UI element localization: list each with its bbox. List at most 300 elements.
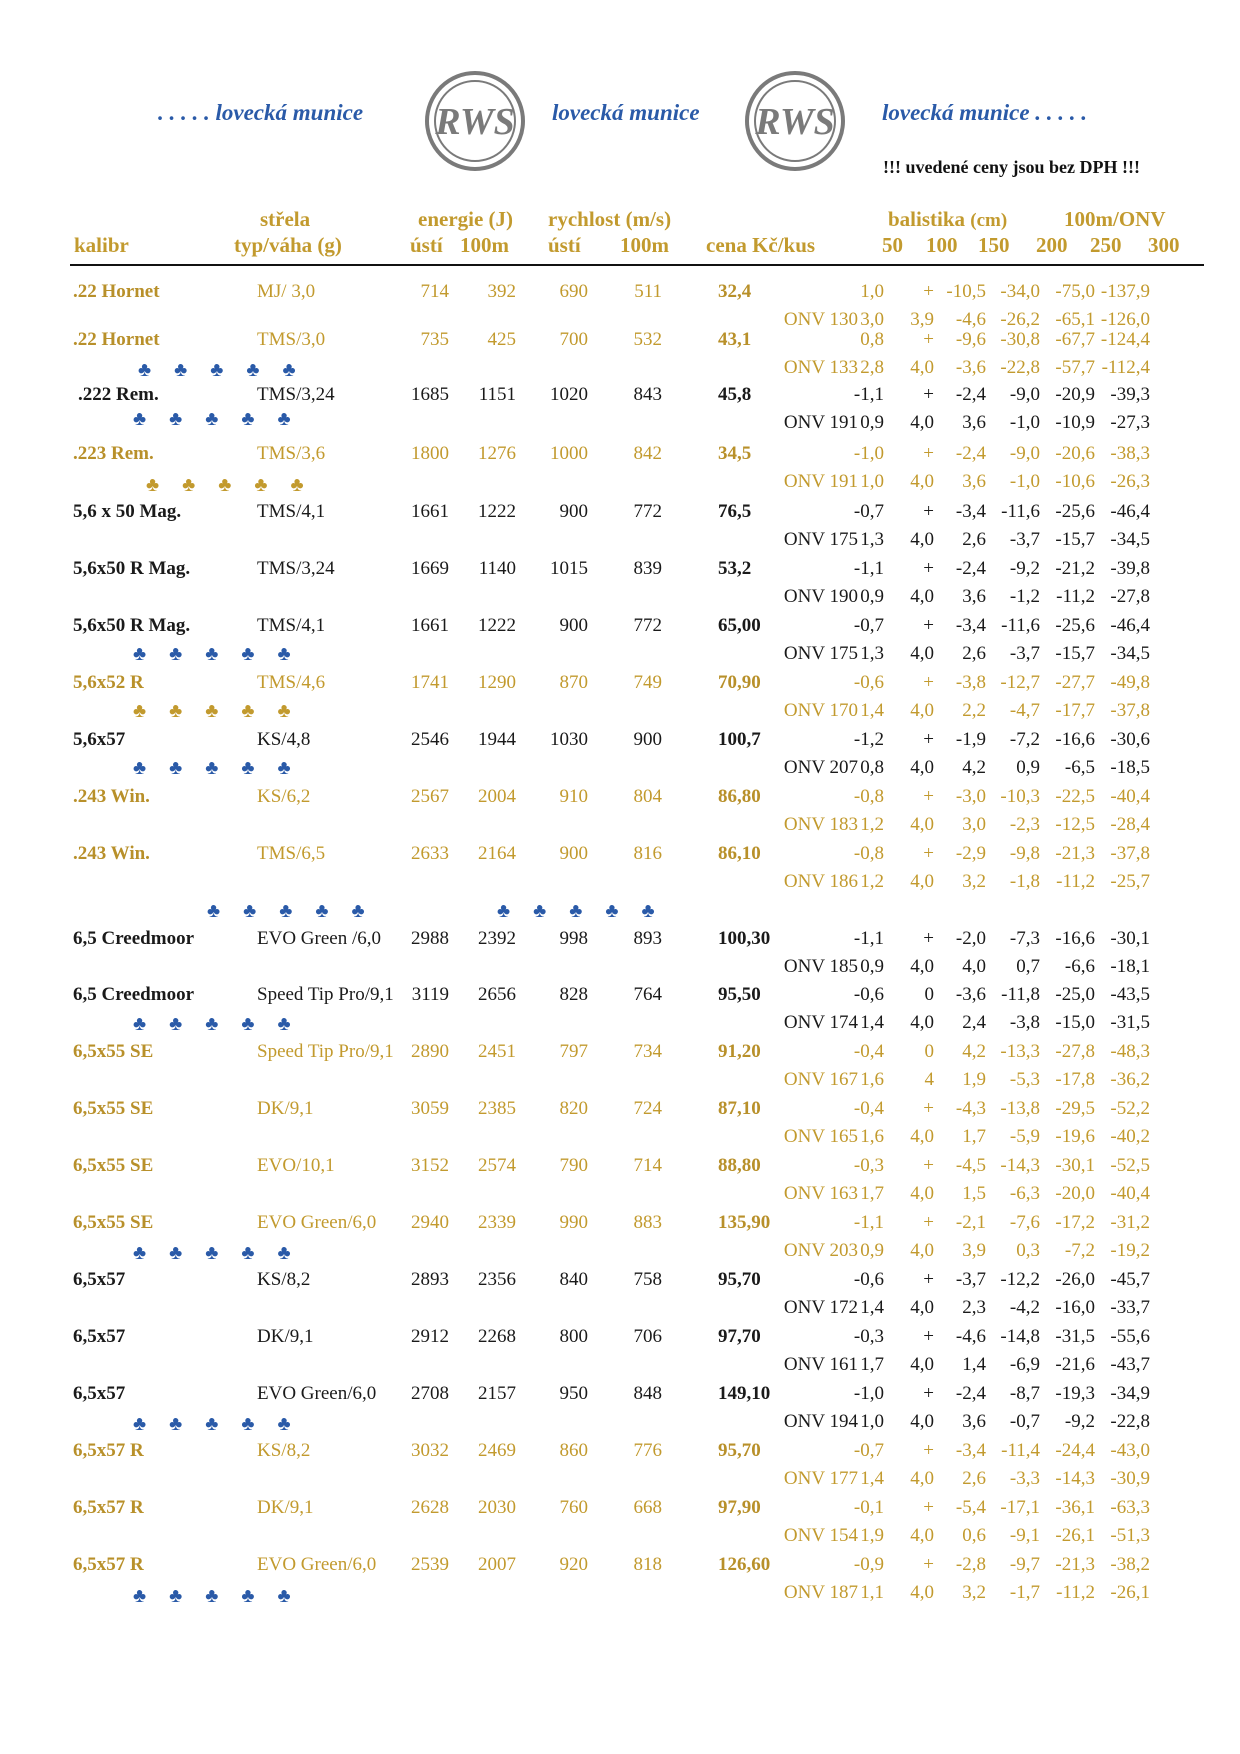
ballistics-onv-cell: 3,2	[962, 1582, 986, 1603]
kalibr-cell: 6,5x55 SE	[73, 1155, 154, 1176]
ballistics-100m-cell: -43,5	[1110, 984, 1150, 1005]
ballistics-100m-cell: -4,6	[955, 1326, 986, 1347]
ballistics-100m-cell: -17,1	[1000, 1497, 1040, 1518]
velocity-muzzle-cell: 1020	[550, 384, 588, 405]
energy-100m-cell: 2030	[478, 1497, 516, 1518]
ballistics-100m-cell: -3,6	[955, 984, 986, 1005]
ballistics-onv-cell: -37,8	[1110, 700, 1150, 721]
ballistics-onv-cell: -31,5	[1110, 1012, 1150, 1033]
ballistics-onv-cell: 1,1	[860, 1582, 884, 1603]
ballistics-100m-cell: -11,4	[1001, 1440, 1040, 1461]
ballistics-100m-cell: -2,1	[955, 1212, 986, 1233]
ballistics-onv-cell: 4,0	[910, 1183, 934, 1204]
ballistics-onv-cell: -11,2	[1056, 871, 1095, 892]
ballistics-onv-cell: 2,6	[962, 1468, 986, 1489]
ballistics-onv-cell: 0,7	[1016, 956, 1040, 977]
col-energie-usti: ústí	[410, 233, 443, 257]
energy-muzzle-cell: 2546	[411, 729, 449, 750]
ballistics-onv-cell: 0,6	[962, 1525, 986, 1546]
ammo-row	[0, 1496, 1240, 1554]
price-cell: 76,5	[718, 501, 752, 522]
price-cell: 45,8	[718, 384, 752, 405]
kalibr-cell: 6,5x57	[73, 1269, 126, 1290]
ballistics-100m-cell: -3,4	[955, 615, 986, 636]
clubs-ornament: ♣ ♣ ♣ ♣ ♣	[133, 643, 300, 665]
ballistics-100m-cell: -7,6	[1009, 1212, 1040, 1233]
price-cell: 149,10	[718, 1383, 771, 1404]
ballistics-onv-cell: -28,4	[1110, 814, 1150, 835]
ballistics-100m-cell: -3,8	[955, 672, 986, 693]
ballistics-100m-cell: -26,0	[1055, 1269, 1095, 1290]
ballistics-100m-cell: -9,2	[1009, 558, 1040, 579]
clubs-ornament: ♣ ♣ ♣ ♣ ♣	[133, 1242, 300, 1264]
velocity-muzzle-cell: 910	[559, 786, 588, 807]
velocity-muzzle-cell: 1000	[550, 443, 588, 464]
strela-cell: DK/9,1	[257, 1497, 314, 1518]
ballistics-onv-cell: -15,7	[1055, 643, 1095, 664]
energy-100m-cell: 1290	[478, 672, 516, 693]
ballistics-onv-cell: 1,0	[860, 471, 884, 492]
energy-muzzle-cell: 1661	[411, 615, 449, 636]
col-rychlost-100m: 100m	[620, 233, 669, 257]
ballistics-100m-cell: -30,1	[1055, 1155, 1095, 1176]
ballistics-onv-cell: 3,0	[860, 309, 884, 330]
energy-muzzle-cell: 735	[420, 329, 449, 350]
ballistics-100m-cell: -0,6	[853, 984, 884, 1005]
ballistics-100m-cell: -36,1	[1055, 1497, 1095, 1518]
col-d150: 150	[978, 233, 1010, 257]
svg-text:RWS: RWS	[755, 101, 835, 143]
ballistics-100m-cell: -7,2	[1009, 729, 1040, 750]
ballistics-onv-cell: -0,7	[1009, 1411, 1040, 1432]
onv-label: ONV 161	[783, 1354, 858, 1375]
ballistics-onv-cell: -4,7	[1009, 700, 1040, 721]
svg-text:RWS: RWS	[435, 101, 515, 143]
clubs-ornament: ♣ ♣ ♣ ♣ ♣	[133, 700, 300, 722]
ballistics-onv-cell: -36,2	[1110, 1069, 1150, 1090]
ballistics-100m-cell: -30,1	[1110, 928, 1150, 949]
col-d100: 100	[926, 233, 958, 257]
ballistics-100m-cell: -0,6	[853, 1269, 884, 1290]
velocity-muzzle-cell: 797	[559, 1041, 588, 1062]
kalibr-cell: 6,5x57 R	[73, 1554, 144, 1575]
ballistics-100m-cell: -1,9	[955, 729, 986, 750]
ballistics-onv-cell: 4,0	[910, 1012, 934, 1033]
onv-label: ONV 175	[783, 643, 858, 664]
velocity-muzzle-cell: 820	[559, 1098, 588, 1119]
price-cell: 86,80	[718, 786, 761, 807]
velocity-muzzle-cell: 828	[559, 984, 588, 1005]
energy-100m-cell: 1944	[478, 729, 516, 750]
ballistics-100m-cell: -3,7	[955, 1269, 986, 1290]
ballistics-100m-cell: -31,2	[1110, 1212, 1150, 1233]
ballistics-onv-cell: -4,6	[955, 309, 986, 330]
ballistics-100m-cell: -1,1	[853, 384, 884, 405]
ballistics-100m-cell: 1,0	[860, 281, 884, 302]
kalibr-cell: 6,5x55 SE	[73, 1041, 154, 1062]
ballistics-onv-cell: -18,1	[1110, 956, 1150, 977]
ballistics-100m-cell: +	[923, 384, 934, 405]
onv-label: ONV 163	[783, 1183, 858, 1204]
ballistics-100m-cell: -46,4	[1110, 501, 1150, 522]
ammo-row	[0, 557, 1240, 615]
price-cell: 95,50	[718, 984, 761, 1005]
energy-muzzle-cell: 1685	[411, 384, 449, 405]
ballistics-onv-cell: 4,0	[910, 1297, 934, 1318]
ballistics-onv-cell: -3,8	[1009, 1012, 1040, 1033]
clubs-ornament: ♣ ♣ ♣ ♣ ♣	[138, 359, 305, 381]
col-d300: 300	[1148, 233, 1180, 257]
ballistics-100m-cell: -19,3	[1055, 1383, 1095, 1404]
ballistics-onv-cell: 1,7	[860, 1354, 884, 1375]
price-cell: 126,60	[718, 1554, 771, 1575]
col-typ-vaha: typ/váha (g)	[234, 233, 342, 257]
kalibr-cell: .22 Hornet	[73, 281, 160, 302]
velocity-muzzle-cell: 840	[559, 1269, 588, 1290]
ballistics-100m-cell: -37,8	[1110, 843, 1150, 864]
price-cell: 95,70	[718, 1440, 761, 1461]
ballistics-onv-cell: -5,3	[1009, 1069, 1040, 1090]
onv-label: ONV 172	[783, 1297, 858, 1318]
ballistics-100m-cell: -7,3	[1009, 928, 1040, 949]
ballistics-onv-cell: 2,8	[860, 357, 884, 378]
strela-cell: Speed Tip Pro/9,1	[257, 1041, 394, 1062]
ammo-row	[0, 927, 1240, 985]
onv-label: ONV 167	[783, 1069, 858, 1090]
ballistics-onv-cell: 4,0	[910, 529, 934, 550]
ballistics-100m-cell: -21,3	[1055, 843, 1095, 864]
price-cell: 43,1	[718, 329, 752, 350]
ballistics-100m-cell: -0,6	[853, 672, 884, 693]
ballistics-100m-cell: -38,3	[1110, 443, 1150, 464]
ballistics-100m-cell: -34,0	[1000, 281, 1040, 302]
col-energie: energie (J)	[418, 207, 514, 231]
ballistics-100m-cell: -124,4	[1100, 329, 1150, 350]
price-cell: 86,10	[718, 843, 761, 864]
kalibr-cell: 6,5 Creedmoor	[73, 928, 195, 949]
energy-muzzle-cell: 2893	[411, 1269, 449, 1290]
ballistics-onv-cell: 3,9	[962, 1240, 986, 1261]
ballistics-onv-cell: 1,3	[860, 643, 884, 664]
ballistics-100m-cell: -2,4	[955, 384, 986, 405]
ballistics-onv-cell: 3,2	[962, 871, 986, 892]
velocity-muzzle-cell: 1015	[550, 558, 588, 579]
ammo-row	[0, 1325, 1240, 1383]
header-title-left: . . . . . lovecká munice	[158, 100, 364, 125]
energy-100m-cell: 2574	[478, 1155, 516, 1176]
onv-label: ONV 165	[783, 1126, 858, 1147]
ballistics-100m-cell: -55,6	[1110, 1326, 1150, 1347]
velocity-100m-cell: 668	[633, 1497, 662, 1518]
ballistics-onv-cell: -1,0	[1009, 412, 1040, 433]
price-cell: 91,20	[718, 1041, 761, 1062]
ballistics-100m-cell: -1,1	[853, 928, 884, 949]
ballistics-onv-cell: 4,0	[910, 1468, 934, 1489]
ballistics-100m-cell: +	[923, 786, 934, 807]
ballistics-100m-cell: -11,6	[1001, 501, 1040, 522]
velocity-100m-cell: 772	[633, 615, 662, 636]
velocity-muzzle-cell: 900	[559, 501, 588, 522]
ballistics-onv-cell: 3,6	[962, 471, 986, 492]
ballistics-100m-cell: -46,4	[1110, 615, 1150, 636]
ballistics-onv-cell: 4,0	[910, 1411, 934, 1432]
ballistics-100m-cell: +	[923, 615, 934, 636]
velocity-muzzle-cell: 790	[559, 1155, 588, 1176]
ballistics-100m-cell: -12,7	[1000, 672, 1040, 693]
ballistics-100m-cell: -27,8	[1055, 1041, 1095, 1062]
ballistics-100m-cell: -2,4	[955, 1383, 986, 1404]
onv-label: ONV 207	[783, 757, 858, 778]
ballistics-100m-cell: -24,4	[1055, 1440, 1095, 1461]
ballistics-100m-cell: -11,6	[1001, 615, 1040, 636]
ballistics-100m-cell: -45,7	[1110, 1269, 1150, 1290]
velocity-muzzle-cell: 760	[559, 1497, 588, 1518]
ballistics-onv-cell: -10,6	[1055, 471, 1095, 492]
energy-muzzle-cell: 2539	[411, 1554, 449, 1575]
ballistics-onv-cell: 3,0	[962, 814, 986, 835]
energy-muzzle-cell: 1741	[411, 672, 449, 693]
strela-cell: KS/8,2	[257, 1269, 311, 1290]
ballistics-onv-cell: -9,1	[1009, 1525, 1040, 1546]
onv-label: ONV 183	[783, 814, 858, 835]
ballistics-onv-cell: 2,4	[962, 1012, 986, 1033]
price-cell: 34,5	[718, 443, 752, 464]
ballistics-onv-cell: -40,4	[1110, 1183, 1150, 1204]
price-cell: 100,7	[718, 729, 761, 750]
ballistics-onv-cell: 1,6	[860, 1126, 884, 1147]
ballistics-100m-cell: -67,7	[1055, 329, 1095, 350]
price-cell: 97,90	[718, 1497, 761, 1518]
ballistics-onv-cell: 3,6	[962, 412, 986, 433]
energy-muzzle-cell: 2567	[411, 786, 449, 807]
ballistics-onv-cell: 1,5	[962, 1183, 986, 1204]
ballistics-100m-cell: -14,3	[1000, 1155, 1040, 1176]
energy-100m-cell: 425	[487, 329, 516, 350]
col-cena: cena Kč/kus	[706, 233, 816, 257]
ballistics-100m-cell: -1,0	[853, 1383, 884, 1404]
energy-100m-cell: 2268	[478, 1326, 516, 1347]
ballistics-onv-cell: -18,5	[1110, 757, 1150, 778]
ballistics-onv-cell: -1,8	[1009, 871, 1040, 892]
ballistics-onv-cell: 4,0	[910, 1354, 934, 1375]
ballistics-100m-cell: +	[923, 672, 934, 693]
kalibr-cell: 6,5x57	[73, 1326, 126, 1347]
ballistics-onv-cell: 1,4	[860, 700, 884, 721]
ballistics-100m-cell: -25,6	[1055, 615, 1095, 636]
ballistics-100m-cell: -0,8	[853, 843, 884, 864]
velocity-muzzle-cell: 900	[559, 615, 588, 636]
ballistics-onv-cell: 2,6	[962, 643, 986, 664]
col-rychlost-usti: ústí	[548, 233, 581, 257]
energy-muzzle-cell: 2890	[411, 1041, 449, 1062]
strela-cell: EVO Green/6,0	[257, 1212, 377, 1233]
ballistics-100m-cell: -2,4	[955, 443, 986, 464]
clubs-ornament: ♣ ♣ ♣ ♣ ♣	[133, 1013, 300, 1035]
ballistics-100m-cell: -11,8	[1001, 984, 1040, 1005]
ballistics-100m-cell: -39,3	[1110, 384, 1150, 405]
ballistics-onv-cell: -16,0	[1055, 1297, 1095, 1318]
ballistics-100m-cell: -43,0	[1110, 1440, 1150, 1461]
ammo-row	[0, 785, 1240, 843]
ballistics-onv-cell: -22,8	[1110, 1411, 1150, 1432]
energy-100m-cell: 2007	[478, 1554, 516, 1575]
price-cell: 32,4	[718, 281, 752, 302]
ballistics-100m-cell: -9,7	[1009, 1554, 1040, 1575]
velocity-100m-cell: 772	[633, 501, 662, 522]
onv-label: ONV 175	[783, 529, 858, 550]
ballistics-100m-cell: +	[923, 558, 934, 579]
clubs-ornament: ♣ ♣ ♣ ♣ ♣	[146, 474, 313, 496]
ballistics-onv-cell: -3,6	[955, 357, 986, 378]
ballistics-100m-cell: -10,3	[1000, 786, 1040, 807]
ballistics-100m-cell: -25,6	[1055, 501, 1095, 522]
ballistics-100m-cell: -52,2	[1110, 1098, 1150, 1119]
ballistics-100m-cell: -27,7	[1055, 672, 1095, 693]
onv-label: ONV 170	[783, 700, 858, 721]
ballistics-onv-cell: 4,0	[910, 956, 934, 977]
kalibr-cell: 5,6 x 50 Mag.	[73, 501, 182, 522]
ballistics-100m-cell: -9,0	[1009, 384, 1040, 405]
ballistics-100m-cell: +	[923, 729, 934, 750]
ballistics-onv-cell: -19,6	[1055, 1126, 1095, 1147]
ballistics-100m-cell: +	[923, 1440, 934, 1461]
ballistics-onv-cell: -33,7	[1110, 1297, 1150, 1318]
velocity-100m-cell: 511	[634, 281, 662, 302]
col-strela: střela	[260, 207, 311, 231]
ballistics-onv-cell: -15,0	[1055, 1012, 1095, 1033]
price-cell: 97,70	[718, 1326, 761, 1347]
ballistics-100m-cell: -21,2	[1055, 558, 1095, 579]
strela-cell: EVO Green/6,0	[257, 1383, 377, 1404]
kalibr-cell: .222 Rem.	[78, 384, 159, 405]
ballistics-onv-cell: -1,7	[1009, 1582, 1040, 1603]
ballistics-onv-cell: -11,2	[1056, 1582, 1095, 1603]
velocity-100m-cell: 843	[633, 384, 662, 405]
ballistics-100m-cell: -0,3	[853, 1326, 884, 1347]
strela-cell: TMS/4,1	[257, 615, 326, 636]
energy-muzzle-cell: 1800	[411, 443, 449, 464]
ballistics-onv-cell: 0,8	[860, 757, 884, 778]
energy-100m-cell: 2392	[478, 928, 516, 949]
ballistics-100m-cell: -5,4	[955, 1497, 986, 1518]
ballistics-100m-cell: -4,3	[955, 1098, 986, 1119]
strela-cell: Speed Tip Pro/9,1	[257, 984, 394, 1005]
ballistics-100m-cell: -2,4	[955, 558, 986, 579]
kalibr-cell: 5,6x52 R	[73, 672, 144, 693]
ballistics-onv-cell: 1,4	[860, 1468, 884, 1489]
ballistics-onv-cell: -1,2	[1009, 586, 1040, 607]
velocity-muzzle-cell: 700	[559, 329, 588, 350]
energy-100m-cell: 392	[487, 281, 516, 302]
ballistics-100m-cell: -30,8	[1000, 329, 1040, 350]
ballistics-100m-cell: -21,3	[1055, 1554, 1095, 1575]
ballistics-100m-cell: -8,7	[1009, 1383, 1040, 1404]
ballistics-onv-cell: -14,3	[1055, 1468, 1095, 1489]
ballistics-onv-cell: -30,9	[1110, 1468, 1150, 1489]
kalibr-cell: .243 Win.	[73, 843, 150, 864]
strela-cell: KS/6,2	[257, 786, 311, 807]
clubs-ornament: ♣ ♣ ♣ ♣ ♣	[133, 408, 300, 430]
strela-cell: TMS/4,1	[257, 501, 326, 522]
ballistics-100m-cell: -0,7	[853, 1440, 884, 1461]
price-cell: 87,10	[718, 1098, 761, 1119]
clubs-ornament: ♣ ♣ ♣ ♣ ♣	[133, 1585, 300, 1607]
col-d200: 200	[1036, 233, 1068, 257]
ballistics-onv-cell: 4,0	[910, 1240, 934, 1261]
strela-cell: KS/4,8	[257, 729, 311, 750]
kalibr-cell: 6,5 Creedmoor	[73, 984, 195, 1005]
ammo-row	[0, 500, 1240, 558]
ballistics-onv-cell: -6,6	[1064, 956, 1095, 977]
col-d50: 50	[882, 233, 903, 257]
ballistics-100m-cell: -39,8	[1110, 558, 1150, 579]
velocity-100m-cell: 848	[633, 1383, 662, 1404]
ballistics-onv-cell: 1,9	[962, 1069, 986, 1090]
ballistics-100m-cell: -2,8	[955, 1554, 986, 1575]
strela-cell: MJ/ 3,0	[257, 281, 316, 302]
velocity-muzzle-cell: 870	[559, 672, 588, 693]
ballistics-onv-cell: -15,7	[1055, 529, 1095, 550]
ballistics-100m-cell: +	[923, 1497, 934, 1518]
energy-100m-cell: 2164	[478, 843, 516, 864]
price-cell: 135,90	[718, 1212, 771, 1233]
ballistics-onv-cell: -126,0	[1100, 309, 1150, 330]
ballistics-onv-cell: 2,2	[962, 700, 986, 721]
velocity-muzzle-cell: 1030	[550, 729, 588, 750]
ammo-row	[0, 1439, 1240, 1497]
energy-100m-cell: 1222	[478, 615, 516, 636]
ballistics-100m-cell: -20,9	[1055, 384, 1095, 405]
velocity-100m-cell: 818	[633, 1554, 662, 1575]
ballistics-100m-cell: -17,2	[1055, 1212, 1095, 1233]
velocity-muzzle-cell: 920	[559, 1554, 588, 1575]
onv-label: ONV 194	[783, 1411, 858, 1432]
clubs-ornament: ♣ ♣ ♣ ♣ ♣	[133, 1413, 300, 1435]
ballistics-onv-cell: 4,0	[910, 643, 934, 664]
ballistics-onv-cell: 4,0	[910, 1525, 934, 1546]
onv-label: ONV 191	[783, 412, 858, 433]
ballistics-100m-cell: -2,9	[955, 843, 986, 864]
strela-cell: TMS/3,24	[257, 558, 335, 579]
vat-note: !!! uvedené ceny jsou bez DPH !!!	[883, 157, 1140, 177]
ballistics-onv-cell: -5,9	[1009, 1126, 1040, 1147]
strela-cell: KS/8,2	[257, 1440, 311, 1461]
ballistics-onv-cell: 0,9	[860, 412, 884, 433]
ballistics-100m-cell: -0,8	[853, 786, 884, 807]
ballistics-onv-cell: -6,9	[1009, 1354, 1040, 1375]
price-cell: 53,2	[718, 558, 752, 579]
clubs-ornament: ♣ ♣ ♣ ♣ ♣	[207, 900, 374, 922]
ballistics-onv-cell: -40,2	[1110, 1126, 1150, 1147]
ballistics-onv-cell: 3,6	[962, 1411, 986, 1432]
ballistics-onv-cell: -26,1	[1110, 1582, 1150, 1603]
energy-muzzle-cell: 1661	[411, 501, 449, 522]
ballistics-onv-cell: 3,9	[910, 309, 934, 330]
ballistics-100m-cell: +	[923, 1383, 934, 1404]
clubs-ornament: ♣ ♣ ♣ ♣ ♣	[133, 757, 300, 779]
strela-cell: EVO Green /6,0	[257, 928, 381, 949]
ballistics-onv-cell: -10,9	[1055, 412, 1095, 433]
clubs-ornament: ♣ ♣ ♣ ♣ ♣	[497, 900, 664, 922]
energy-100m-cell: 2356	[478, 1269, 516, 1290]
ballistics-onv-cell: -2,3	[1009, 814, 1040, 835]
ballistics-100m-cell: -12,2	[1000, 1269, 1040, 1290]
ballistics-100m-cell: -1,1	[853, 558, 884, 579]
ballistics-100m-cell: -1,0	[853, 443, 884, 464]
ballistics-100m-cell: -0,3	[853, 1155, 884, 1176]
ballistics-onv-cell: 4,0	[910, 700, 934, 721]
kalibr-cell: .223 Rem.	[73, 443, 154, 464]
